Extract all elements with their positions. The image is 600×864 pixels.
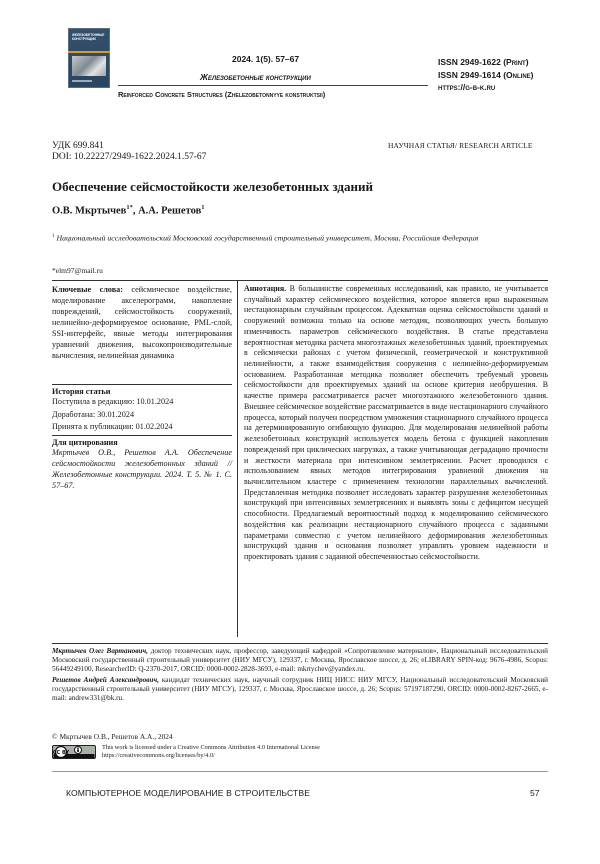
- author-2: А.А. Решетов: [138, 205, 202, 217]
- udc-code: УДК 699.841: [52, 141, 104, 151]
- udc-doi-block: [52, 141, 206, 163]
- history-revised: Доработана: 30.01.2024: [52, 409, 135, 419]
- abstract-label: Аннотация.: [244, 284, 287, 293]
- history-accepted: Принята к публикации: 01.02.2024: [52, 422, 173, 431]
- keywords-text: сейсмическое воздействие, моделирование акселерограмм, накопление повреждений, сейсмостойкость сооружений, нелинейно-деформируемое основание, PML-слой, SSI-интерфейс, явные методы интегрирования уравнений движения, высокопроизводительные вычисления, нелинейная динамика: [52, 285, 232, 360]
- corresponding-email[interactable]: *elm97@mail.ru: [52, 266, 103, 275]
- doi[interactable]: DOI: 10.22227/2949-1622.2024.1.57-67: [52, 152, 207, 162]
- column-divider: [237, 280, 238, 637]
- keywords-heading: Ключевые слова:: [52, 285, 123, 294]
- authors: О.В. Мкртычев$^{1*}$, А.А. Решетов$^1$: [52, 204, 205, 217]
- license-text: [102, 744, 320, 760]
- keywords-block: [52, 284, 232, 361]
- affiliation: $^1$ Национальный исследовательский Московский государственный строительный университет, Москва, Российская Федерация: [52, 233, 479, 243]
- journal-title-ru: Железобетонные конструкции: [200, 72, 311, 82]
- cc-badge-text: CC BY: [52, 750, 70, 756]
- citation-text: Мкртычев О.В., Решетов А.А. Обеспечение сейсмостойкости железобетонных зданий // Железобетонные конструкции. 2024. Т. 5. № 1. С. 57–67.: [52, 448, 232, 490]
- journal-url[interactable]: https://g-b-k.ru: [438, 82, 496, 92]
- author-bio-2: Решетов Андрей Александрович, кандидат технических наук, научный сотрудник НИЦ НИСС НИУ МГСУ, Национальный исследовательский Московский государственный строительный университет (НИУ МГСУ), 129337, г. Москва, Ярославское шоссе, д. 26; Scopus: 57197187290, ORCID: 0000-0002-8267-2665, e-mail: andrew331@bk.ru.: [52, 675, 549, 703]
- license-url[interactable]: https://creativecommons.org/licenses/by/4.0/: [102, 752, 215, 759]
- cover-photo: [72, 56, 106, 76]
- article-type: НАУЧНАЯ СТАТЬЯ/ RESEARCH ARTICLE: [388, 141, 533, 150]
- cc-by-license-icon[interactable]: [52, 745, 96, 759]
- author-1: О.В. Мкртычев: [52, 205, 127, 217]
- page-number: 57: [530, 788, 540, 798]
- history-received: Поступила в редакцию: 10.01.2024: [52, 397, 174, 406]
- cover-title: ЖЕЛЕЗОБЕТОННЫЕ КОНСТРУКЦИИ: [72, 33, 105, 41]
- issn-print: ISSN 2949-1622 (Print): [438, 57, 529, 67]
- issn-block: [438, 56, 533, 94]
- journal-cover-thumbnail: [68, 28, 110, 88]
- section-divider-top: [52, 280, 548, 281]
- article-history: [52, 387, 232, 434]
- license-line: This work is licensed under a Creative Commons Attribution 4.0 International License: [102, 744, 320, 751]
- footer-divider: [52, 771, 548, 772]
- abstract: [244, 284, 548, 563]
- history-divider: [52, 435, 232, 436]
- citation-heading: Для цитирования: [52, 438, 118, 447]
- keywords-divider: [52, 384, 232, 385]
- history-heading: История статьи: [52, 387, 111, 396]
- copyright: © Мкртычев О.В., Решетов А.А., 2024: [52, 732, 173, 741]
- footer-section-title: КОМПЬЮТЕРНОЕ МОДЕЛИРОВАНИЕ В СТРОИТЕЛЬСТВЕ: [66, 788, 311, 798]
- header-divider: [118, 85, 428, 86]
- author-bio-1: Мкртычев Олег Вартанович, доктор технических наук, профессор, заведующий кафедрой «Сопротивление материалов», Национальный исследовательский Московский государственный строительный университет (НИУ МГСУ), 129337, г. Москва, Ярославское шоссе, д. 26; eLIBRARY SPIN-код: 9676-4986, Scopus: 56449249100, ResearcherID: Q-2370-2017, ORCID: 0000-0002-2828-3693, e-mail: mkrtychev@yandex.ru.: [52, 647, 548, 674]
- author-bios: [52, 643, 548, 704]
- issue-info: 2024. 1(5). 57–67: [232, 54, 300, 64]
- abstract-text: В большинстве современных исследований, как правило, не учитывается случайный характер сейсмического воздействия, которое является ярко выраженным нестационарным случайным процессом. Адекватная оценка сейсмостойкости зданий и сооружений возможна только на основе методик, позволяющих учесть большую изменчивость параметров сейсмического воздействия. В статье представлена вероятностная методика расчета многоэтажных железобетонных зданий, проектируемых в сейсмически районах с учетом физической, геометрической и конструктивной нелинейности, а также взаимодействия сооружения с нелинейно-деформируемым основанием. Разработанная методика позволяет обеспечить требуемый уровень сейсмостойкости для проектируемых зданий на основе критерия необрушения. В качестве примера рассматривается расчет многоэтажного железобетонного здания. Внешнее сейсмическое воздействие рассматривается в виде нестационарного случайного процесса, который получен посредством умножения стационарного случайного процесса на детерминированную огибающую функцию. Для моделирования нелинейной работы железобетонных конструкций используется модель бетона с функцией накопления повреждений при циклических нагрузках, а также учитывающая деградацию прочности и жесткости материала при интенсивном землетрясении. Расчет проводился с использованием явных методов интегрирования уравнений движения на вычислительном кластере с применением технологии параллельных вычислений. Представленная методика позволяет исследовать характер разрушения железобетонных конструкций при интенсивных землетрясениях и выявлять зоны с дефицитом несущей способности. Предлагаемый вероятностный подход к моделированию сейсмического воздействия как реализации нестационарного случайного процесса с заданными параметрами совместно с учетом нелинейного деформирования железобетонных конструкций здания и основания позволяет управлять уровнем надежности и проектировать здания с заданной обеспеченностью сейсмостойкости.: [244, 284, 548, 561]
- issn-online: ISSN 2949-1614 (Online): [438, 69, 534, 80]
- article-title: Обеспечение сейсмостойкости железобетонных зданий: [52, 179, 373, 194]
- citation-block: [52, 438, 232, 491]
- journal-title-en: Reinforced Concrete Structures (Zhelezobetonnyye konstruktsii): [118, 90, 326, 99]
